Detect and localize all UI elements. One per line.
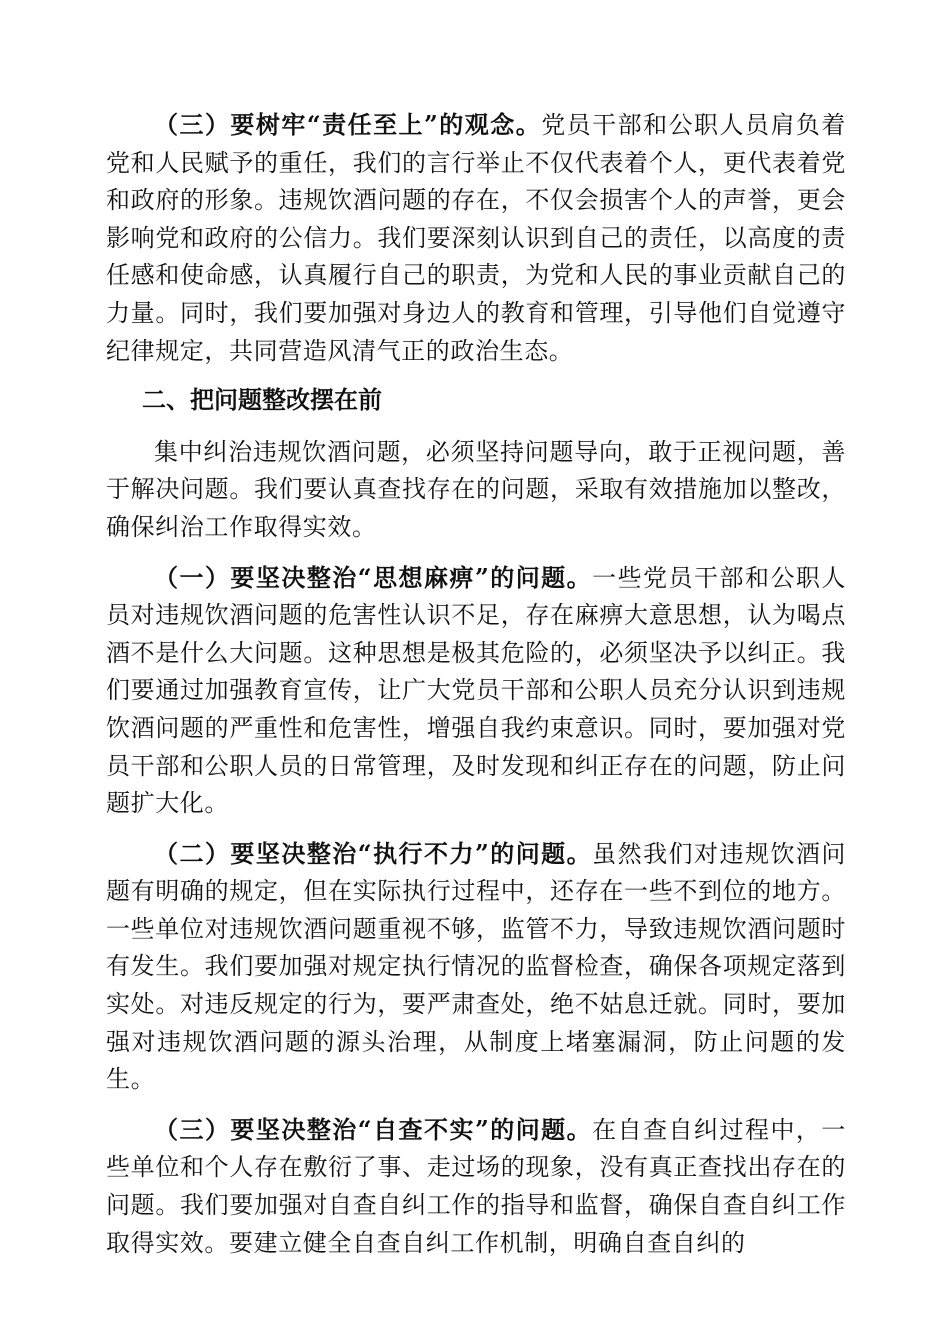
item-thinking-numbness	[106, 559, 846, 823]
paragraph-body: 党员干部和公职人员肩负着党和人民赋予的重任，我们的言行举止不仅代表着个人，更代表着党和政府的形象。违规饮酒问题的存在，不仅会损害个人的声誉，更会影响党和政府的公信力。我们要深刻认识到自己的责任，以高度的责任感和使命感，认真履行自己的职责，为党和人民的事业贡献自己的力量。同时，我们要加强对身边人的教育和管理，引导他们自觉遵守纪律规定，共同营造风清气正的政治生态。	[106, 111, 846, 365]
item-body: 在自查自纠过程中，一些单位和个人存在敷衍了事、走过场的现象，没有真正查找出存在的问题。我们要加强对自查自纠工作的指导和监督，确保自查自纠工作取得实效。要建立健全自查自纠工作机制，明确自查自纠的	[106, 1115, 846, 1257]
section-heading: 二、把问题整改摆在前	[142, 386, 382, 415]
item-body: 虽然我们对违规饮酒问题有明确的规定，但在实际执行过程中，还存在一些不到位的地方。一些单位对违规饮酒问题重视不够，监管不力，导致违规饮酒问题时有发生。我们要加强对规定执行情况的监督检查，确保各项规定落到实处。对违反规定的行为，要严肃查处，绝不姑息迁就。同时，要加强对违规饮酒问题的源头治理，从制度上堵塞漏洞，防止问题的发生。	[106, 839, 846, 1094]
item-inaccurate-self-check	[106, 1111, 846, 1262]
section-intro: 集中纠治违规饮酒问题，必须坚持问题导向，敢于正视问题，善于解决问题。我们要认真查找存在的问题，采取有效措施加以整改，确保纠治工作取得实效。	[106, 437, 846, 541]
item-lead: （三）要坚决整治“自查不实”的问题。	[154, 1114, 593, 1144]
paragraph-lead: （三）要树牢“责任至上”的观念。	[154, 110, 542, 139]
item-body: 一些党员干部和公职人员对违规饮酒问题的危害性认识不足，存在麻痹大意思想，认为喝点酒不是什么大问题。这种思想是极其危险的，必须坚决予以纠正。我们要通过加强教育宣传，让广大党员干部和公职人员充分认识到违规饮酒问题的严重性和危害性，增强自我约束意识。同时，要加强对党员干部和公职人员的日常管理，及时发现和纠正存在的问题，防止问题扩大化。	[106, 563, 846, 818]
document-page	[106, 106, 846, 1274]
item-poor-execution	[106, 835, 846, 1099]
item-lead: （一）要坚决整治“思想麻痹”的问题。	[154, 562, 593, 592]
paragraph-responsibility	[106, 106, 846, 370]
item-lead: （二）要坚决整治“执行不力”的问题。	[154, 838, 593, 868]
